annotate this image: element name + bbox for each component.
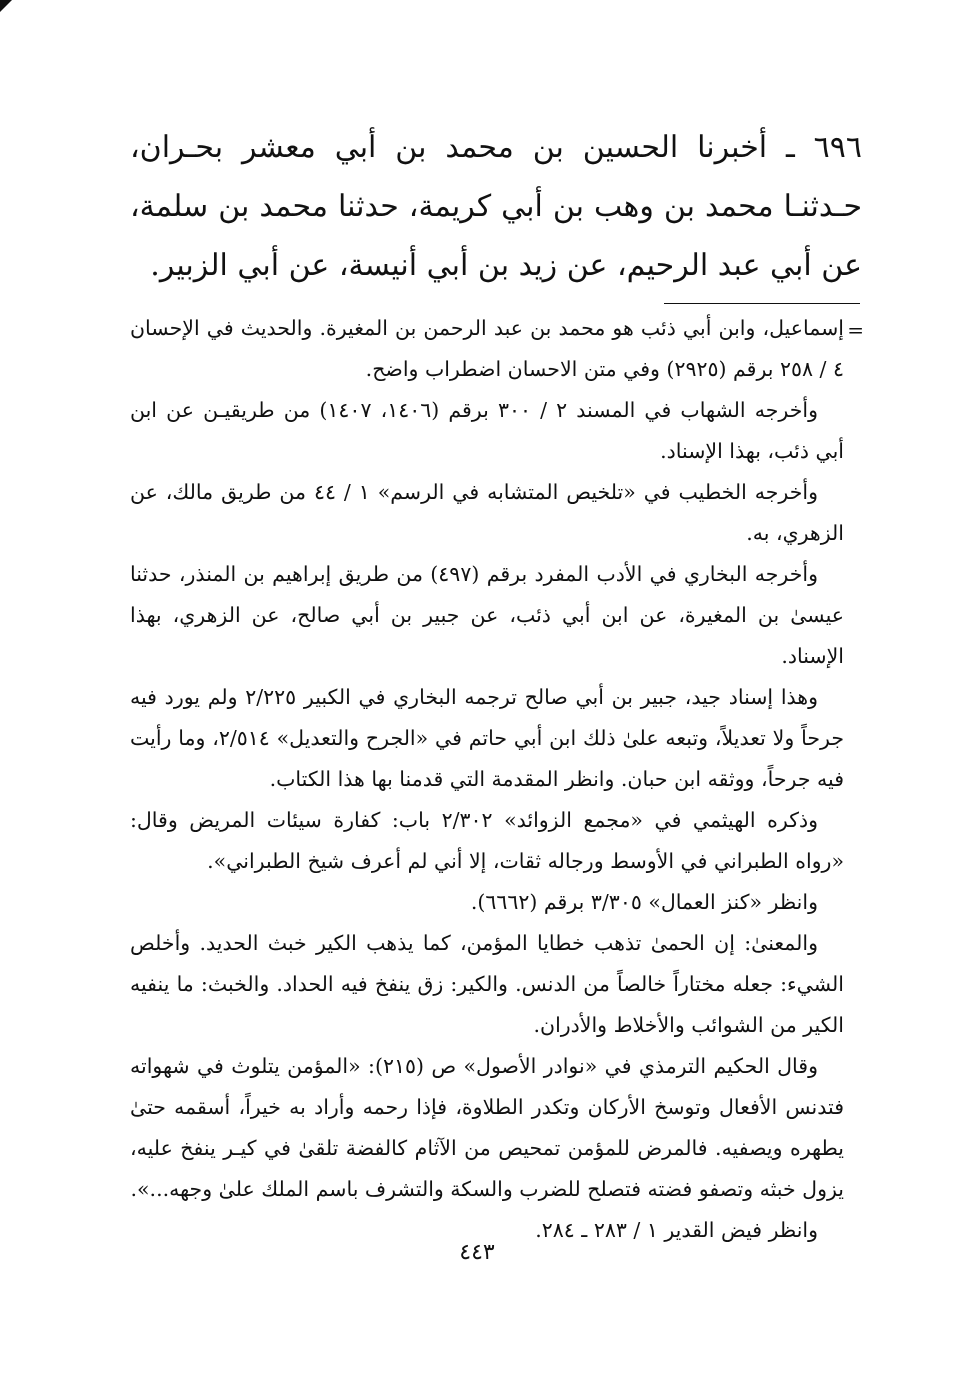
corner-mark bbox=[0, 0, 12, 12]
footnote-paragraph: وقال الحكيم الترمذي في «نوادر الأصول» ص (٢١٥): «المؤمن يتلوث في شهواته فتدنس الأفعال وتوسخ الأركان وتكدر الطلاوة، فإذا رحمه وأراد به خيراً، أسقمه حتىٰ يطهره ويصفيه. فالمرض للمؤمن تمحيص من الآثام كالفضة تلقىٰ في كيـر ينفخ عليه، يزول خبثه وتصفو فضته فتصلح للضرب والسكة والتشرف باسم الملك علىٰ وجهه...». bbox=[130, 1054, 844, 1201]
hadith-text: ٦٩٦ ـ أخبرنا الحسين بن محمد بن أبي معشر بحـران، حـدثنـا محمد بن وهب بن أبي كريمة، حدثنا محمد بن سلمة، عن أبي عبد الرحيم، عن زيد بن أبي أنيسة، عن أبي الزبير. bbox=[130, 130, 862, 283]
footnotes bbox=[130, 308, 862, 1251]
continuation-mark: = bbox=[847, 318, 864, 342]
page-body bbox=[130, 118, 862, 1251]
footnote-paragraph: والمعنىٰ: إن الحمىٰ تذهب خطايا المؤمن، كما يذهب الكير خبث الحديد. وأخلص الشيء: جعله مختاراً خالصاً من الدنس. والكير: زق ينفخ فيه الحداد. والخبث: ما ينفيه الكير من الشوائب والأخلاط والأدران. bbox=[130, 931, 844, 1037]
footnote-paragraph: وأخرجه الشهاب في المسند ٢ / ٣٠٠ برقم (١٤٠٦، ١٤٠٧) من طريقيـن عن ابن أبي ذئب، بهذا الإسناد. bbox=[130, 398, 844, 463]
footnote-paragraph: وذكره الهيثمي في «مجمع الزوائد» ٢/٣٠٢ باب: كفارة سيئات المريض وقال: «رواه الطبراني في الأوسط ورجاله ثقات، إلا أني لم أعرف شيخ الطبراني». bbox=[130, 808, 844, 873]
footnote-paragraph: وهذا إسناد جيد، جبير بن أبي صالح ترجمه البخاري في الكبير ٢/٢٢٥ ولم يورد فيه جرحاً ولا تعديلاً، وتبعه علىٰ ذلك ابن أبي حاتم في «الجرح والتعديل» ٢/٥١٤، وما رأيت فيه جرحاً، ووثقه ابن حبان. وانظر المقدمة التي قدمنا بها هذا الكتاب. bbox=[130, 685, 844, 791]
footnote-paragraph: إسماعيل، وابن أبي ذئب هو محمد بن عبد الرحمن بن المغيرة. والحديث في الإحسان ٤ / ٢٥٨ برقم (٢٩٢٥) وفي متن الاحسان اضطراب واضح. bbox=[130, 316, 844, 381]
footnote-paragraph: وانظر «كنز العمال» ٣/٣٠٥ برقم (٦٦٦٢). bbox=[470, 890, 818, 914]
page-number: ٤٤٣ bbox=[459, 1240, 495, 1265]
footnote-paragraph: وانظر فيض القدير ١ / ٢٨٣ ـ ٢٨٤. bbox=[535, 1218, 818, 1242]
footnote-paragraph: وأخرجه البخاري في الأدب المفرد برقم (٤٩٧) من طريق إبراهيم بن المنذر، حدثنا عيسىٰ بن المغيرة، عن ابن أبي ذئب، عن جبير بن أبي صالح، عن الزهري، بهذا الإسناد. bbox=[130, 562, 844, 668]
footnote-paragraph: وأخرجه الخطيب في «تلخيص المتشابه في الرسم» ١ / ٤٤ من طريق مالك، عن الزهري، به. bbox=[130, 480, 844, 545]
footnote-separator bbox=[664, 303, 860, 304]
